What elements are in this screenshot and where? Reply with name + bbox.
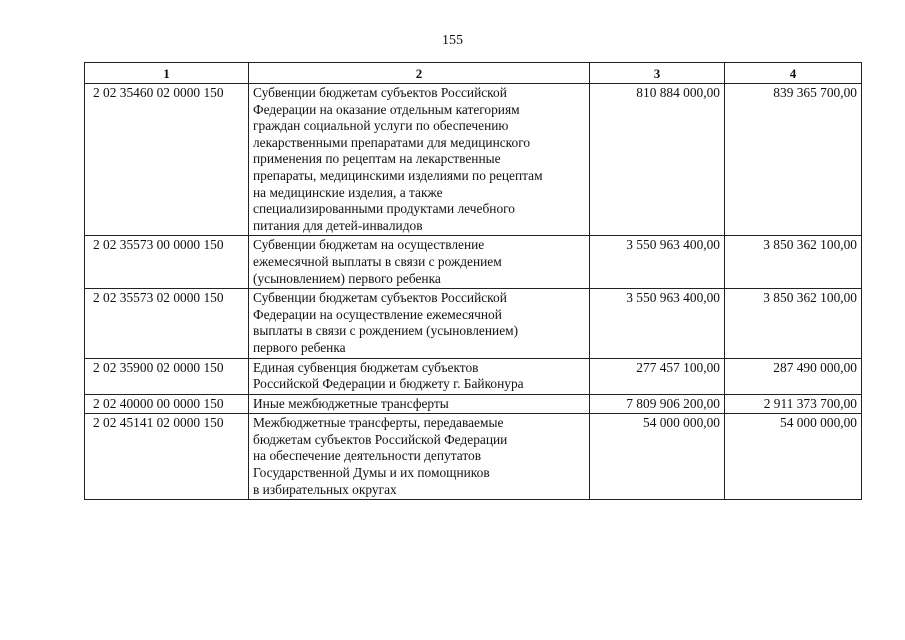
description-line: применения по рецептам на лекарственные bbox=[253, 151, 501, 167]
amount-col-3-cell: 277 457 100,00 bbox=[590, 358, 725, 394]
description-line: Субвенции бюджетам субъектов Российской bbox=[253, 85, 507, 100]
description-line: питания для детей-инвалидов bbox=[253, 217, 423, 233]
amount-col-3-cell: 3 550 963 400,00 bbox=[590, 289, 725, 358]
amount-col-4-cell: 2 911 373 700,00 bbox=[725, 394, 862, 414]
amount-col-4-cell: 3 850 362 100,00 bbox=[725, 289, 862, 358]
budget-code-cell: 2 02 40000 00 0000 150 bbox=[85, 394, 249, 414]
description-cell bbox=[249, 358, 590, 394]
amount-col-4-cell: 287 490 000,00 bbox=[725, 358, 862, 394]
description-cell bbox=[249, 414, 590, 500]
amount-col-4-cell: 3 850 362 100,00 bbox=[725, 236, 862, 289]
column-header-3: 3 bbox=[590, 63, 725, 84]
amount-col-3-cell: 810 884 000,00 bbox=[590, 84, 725, 236]
description-cell bbox=[249, 289, 590, 358]
table-row bbox=[85, 414, 862, 500]
description-cell bbox=[249, 84, 590, 236]
description-line: Субвенции бюджетам на осуществление bbox=[253, 237, 485, 253]
budget-code-cell: 2 02 45141 02 0000 150 bbox=[85, 414, 249, 500]
table-row bbox=[85, 84, 862, 236]
description-line: Российской Федерации и бюджету г. Байконура bbox=[253, 376, 524, 392]
description-line: Единая субвенция бюджетам субъектов bbox=[253, 359, 479, 375]
amount-col-4-cell: 54 000 000,00 bbox=[725, 414, 862, 500]
description-cell bbox=[249, 236, 590, 289]
amount-col-3-cell: 54 000 000,00 bbox=[590, 414, 725, 500]
description-line: Государственной Думы и их помощников bbox=[253, 465, 490, 481]
budget-code-cell: 2 02 35900 02 0000 150 bbox=[85, 358, 249, 394]
description-line: первого ребенка bbox=[253, 339, 346, 355]
description-line: Федерации на осуществление ежемесячной bbox=[253, 306, 502, 322]
description-line: лекарственными препаратами для медицинского bbox=[253, 134, 531, 150]
description-line: на обеспечение деятельности депутатов bbox=[253, 448, 482, 464]
table-row bbox=[85, 394, 862, 414]
amount-col-4-cell: 839 365 700,00 bbox=[725, 84, 862, 236]
column-header-2: 2 bbox=[249, 63, 590, 84]
table-row bbox=[85, 289, 862, 358]
budget-code-cell: 2 02 35460 02 0000 150 bbox=[85, 84, 249, 236]
amount-col-3-cell: 3 550 963 400,00 bbox=[590, 236, 725, 289]
description-line: бюджетам субъектов Российской Федерации bbox=[253, 431, 508, 447]
budget-table bbox=[84, 62, 862, 500]
description-line: специализированными продуктами лечебного bbox=[253, 201, 515, 217]
description-line: в избирательных округах bbox=[253, 481, 397, 497]
table-row bbox=[85, 236, 862, 289]
column-header-4: 4 bbox=[725, 63, 862, 84]
description-line: Федерации на оказание отдельным категориям bbox=[253, 101, 520, 117]
table-row bbox=[85, 358, 862, 394]
table-header-row bbox=[85, 63, 862, 84]
description-line: (усыновлением) первого ребенка bbox=[253, 270, 441, 286]
description-cell bbox=[249, 394, 590, 414]
description-line: выплаты в связи с рождением (усыновлением) bbox=[253, 323, 519, 339]
budget-code-cell: 2 02 35573 00 0000 150 bbox=[85, 236, 249, 289]
description-line: Иные межбюджетные трансферты bbox=[253, 395, 449, 411]
description-line: на медицинские изделия, а также bbox=[253, 184, 443, 200]
description-line: Межбюджетные трансферты, передаваемые bbox=[253, 415, 504, 431]
description-line: препараты, медицинскими изделиями по рецептам bbox=[253, 167, 543, 183]
description-line: граждан социальной услуги по обеспечению bbox=[253, 118, 509, 134]
page-number: 155 bbox=[442, 33, 463, 48]
description-line: Субвенции бюджетам субъектов Российской bbox=[253, 290, 507, 306]
amount-col-3-cell: 7 809 906 200,00 bbox=[590, 394, 725, 414]
budget-code-cell: 2 02 35573 02 0000 150 bbox=[85, 289, 249, 358]
column-header-1: 1 bbox=[85, 63, 249, 84]
description-line: ежемесячной выплаты в связи с рождением bbox=[253, 253, 502, 269]
